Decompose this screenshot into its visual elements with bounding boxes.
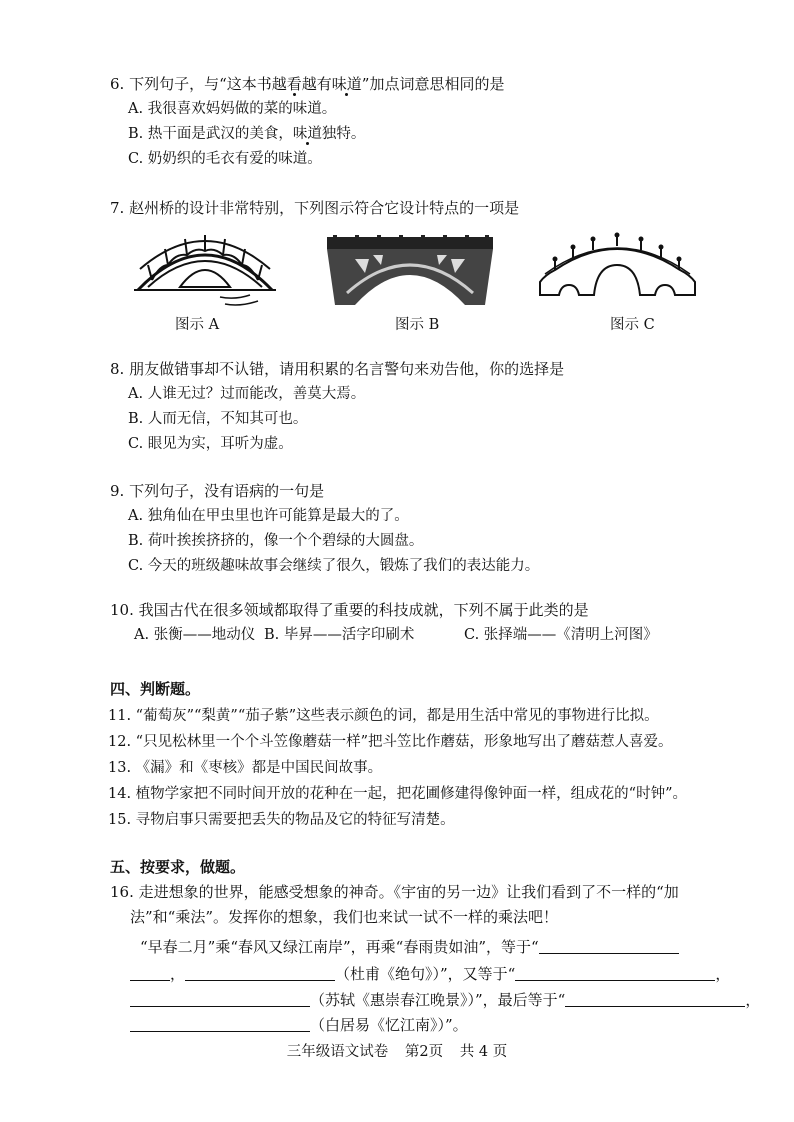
question-9 bbox=[110, 479, 539, 579]
figure-c-caption: 图示 C bbox=[610, 317, 655, 333]
option-a[interactable]: A. 张衡——地动仪 bbox=[134, 627, 256, 643]
prompt-text: （苏轼《惠崇春江晚景》）”，最后等于“ bbox=[310, 991, 566, 1009]
answer-blank[interactable] bbox=[539, 937, 679, 954]
question-10-stem: 10. 我国古代在很多领域都取得了重要的科技成就，下列不属于此类的是 bbox=[110, 601, 589, 619]
answer-line-1 bbox=[140, 935, 679, 960]
page-footer bbox=[0, 1040, 794, 1061]
option-b[interactable]: B. 人而无信，不知其可也。 bbox=[128, 411, 308, 427]
prompt-text: （杜甫《绝句》）”，又等于“ bbox=[335, 965, 516, 983]
option-a[interactable]: A. 我很喜欢妈妈做的菜的味道。 bbox=[128, 101, 337, 117]
dotted-word: 看 bbox=[286, 75, 302, 93]
answer-line-2 bbox=[130, 962, 730, 987]
question-6 bbox=[110, 72, 504, 172]
option-b[interactable]: B. 荷叶挨挨挤挤的，像一个个碧绿的大圆盘。 bbox=[128, 533, 424, 549]
judge-item-15[interactable]: 15. 寻物启事只需要把丢失的物品及它的特征写清楚。 bbox=[108, 812, 455, 828]
dotted-word: 味道 bbox=[292, 126, 322, 142]
question-16 bbox=[110, 880, 679, 930]
dotted-word: 味道 bbox=[331, 75, 362, 93]
judge-item-13[interactable]: 13. 《漏》和《枣核》都是中国民间故事。 bbox=[108, 760, 383, 776]
option-c[interactable]: C. 奶奶织的毛衣有爱的味道。 bbox=[128, 151, 322, 167]
option-text: 独特。 bbox=[321, 126, 366, 142]
answer-line-4 bbox=[130, 1013, 468, 1038]
bridge-figure-c[interactable] bbox=[535, 230, 700, 305]
page-number: 第2页 bbox=[404, 1044, 444, 1060]
option-a[interactable]: A. 人谁无过？过而能改，善莫大焉。 bbox=[128, 386, 366, 402]
option-b[interactable] bbox=[110, 122, 504, 147]
stem-text: 越有 bbox=[301, 75, 332, 93]
answer-blank[interactable] bbox=[185, 964, 335, 981]
answer-blank[interactable] bbox=[565, 990, 745, 1007]
question-10 bbox=[110, 598, 658, 648]
prompt-text: ， bbox=[745, 991, 761, 1009]
figure-b-caption: 图示 B bbox=[395, 317, 440, 333]
answer-blank[interactable] bbox=[130, 1015, 310, 1032]
judge-item-14[interactable]: 14. 植物学家把不同时间开放的花种在一起，把花圃修建得像钟面一样，组成花的“时钟”。 bbox=[108, 786, 687, 802]
answer-blank[interactable] bbox=[130, 964, 170, 981]
option-c[interactable]: C. 张择端——《清明上河图》 bbox=[464, 627, 658, 643]
question-8 bbox=[110, 357, 564, 457]
question-9-stem: 9. 下列句子，没有语病的一句是 bbox=[110, 482, 325, 500]
bridge-figure-b[interactable] bbox=[325, 235, 495, 310]
prompt-text: （白居易《忆江南》）”。 bbox=[310, 1016, 468, 1034]
question-8-stem: 8. 朋友做错事却不认错，请用积累的名言警句来劝告他，你的选择是 bbox=[110, 360, 565, 378]
stem-text: ”加点词意思相同的是 bbox=[361, 75, 505, 93]
prompt-text: “早春二月”乘“春风又绿江南岸”，再乘“春雨贵如油”，等于“ bbox=[140, 938, 539, 956]
stem-text: 6. 下列句子，与“这本书越 bbox=[110, 75, 287, 93]
answer-line-3 bbox=[130, 988, 760, 1013]
option-a[interactable]: A. 独角仙在甲虫里也许可能算是最大的了。 bbox=[128, 508, 409, 524]
option-b[interactable]: B. 毕昇——活字印刷术 bbox=[264, 627, 415, 643]
question-6-stem bbox=[110, 72, 504, 97]
bridge-figure-a[interactable] bbox=[130, 225, 280, 310]
section-5-heading: 五、按要求，做题。 bbox=[110, 858, 246, 876]
total-pages: 共 4 页 bbox=[459, 1044, 508, 1060]
option-c[interactable]: C. 眼见为实，耳听为虚。 bbox=[128, 436, 293, 452]
judge-item-11[interactable]: 11. “葡萄灰”“梨黄”“茄子紫”这些表示颜色的词，都是用生活中常见的事物进行比拟。 bbox=[108, 708, 659, 724]
exam-title: 三年级语文试卷 bbox=[286, 1044, 389, 1060]
question-16-line1: 16. 走进想象的世界，能感受想象的神奇。《宇宙的另一边》让我们看到了不一样的“加 bbox=[110, 883, 679, 901]
figure-a-caption: 图示 A bbox=[175, 317, 220, 333]
section-4-heading: 四、判断题。 bbox=[110, 680, 201, 698]
answer-blank[interactable] bbox=[130, 990, 310, 1007]
option-text: B. 热干面是武汉的美食， bbox=[128, 126, 293, 142]
option-c[interactable]: C. 今天的班级趣味故事会继续了很久，锻炼了我们的表达能力。 bbox=[128, 558, 540, 574]
prompt-text: ， bbox=[715, 965, 731, 983]
prompt-text: ， bbox=[170, 965, 186, 983]
question-16-line2: 法”和“乘法”。发挥你的想象，我们也来试一试不一样的乘法吧！ bbox=[130, 908, 559, 926]
question-7-stem: 7. 赵州桥的设计非常特别，下列图示符合它设计特点的一项是 bbox=[110, 199, 520, 217]
answer-blank[interactable] bbox=[515, 964, 715, 981]
judge-item-12[interactable]: 12. “只见松林里一个个斗笠像蘑菇一样”把斗笠比作蘑菇，形象地写出了蘑菇惹人喜爱。 bbox=[108, 734, 673, 750]
bridge-figures bbox=[120, 225, 700, 345]
